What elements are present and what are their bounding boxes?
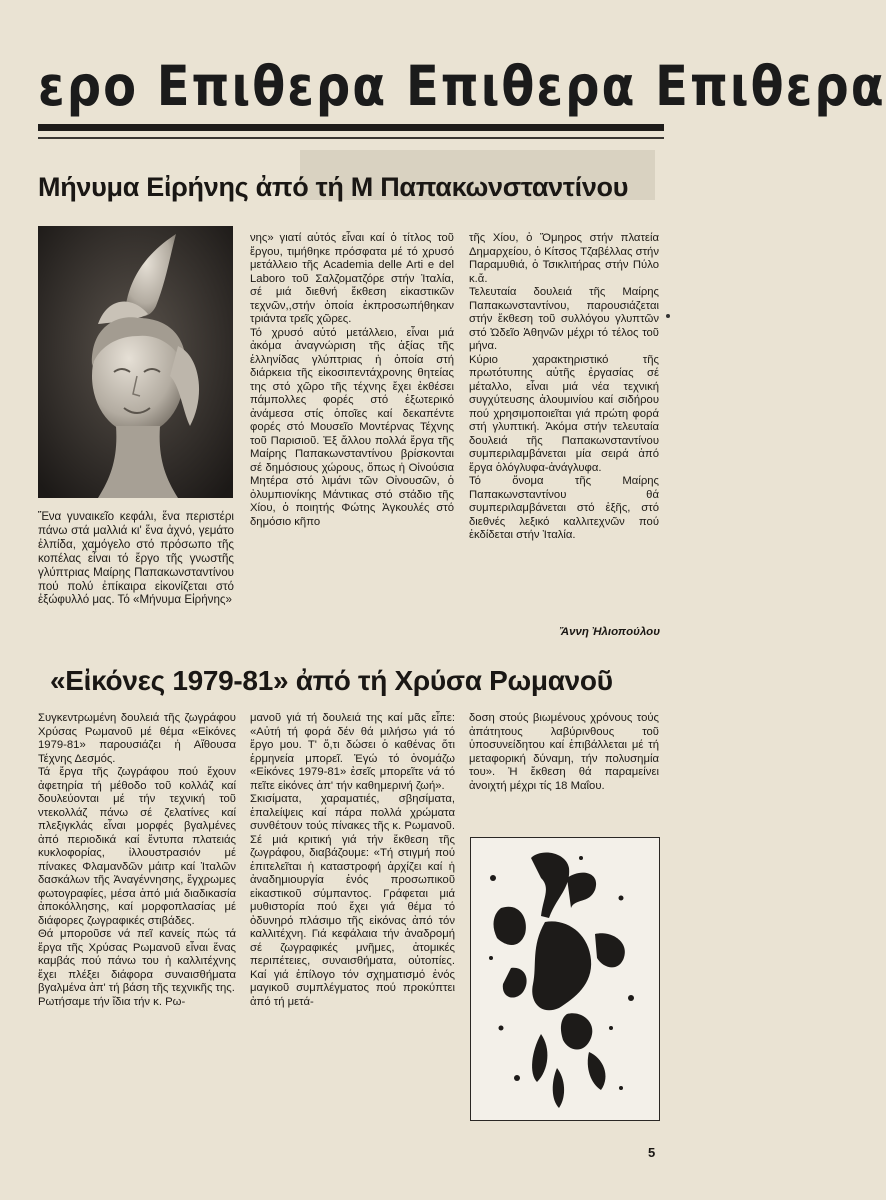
masthead-banner: ερο Επιθερα Επιθερα Επιθερα: [38, 54, 886, 119]
paragraph: δοση στούς βιωμένους χρόνους τούς ἀπάτητους λαβύρινθους τοῦ ὑποσυνείδητου καί ἐπιβάλλεται μέ τή μεταφορική δύναμη, τήν πολυσημία του». Ἡ ἔκθεση θά παραμείνει ἀνοιχτή μέχρι τίς 18 Μαΐου.: [469, 712, 659, 792]
masthead-rule-thick: [38, 124, 664, 131]
page-number: 5: [648, 1145, 656, 1160]
paragraph: μανοῦ γιά τή δουλειά της καί μᾶς εἶπε: «Αὐτή τή φορά δέν θά μιλήσω γιά τό ἔργο μου. Τ' ὅ,τι δώσει ὁ καθένας ὅτι ἑρμηνεία μπορεῖ. Ἐγώ τό ὀνομάζω «Εἰκόνες 1979-81» ἐσεῖς μπορεῖτε νά τό πεῖτε εἰκόνες ἀπ' τήν καθημερινή ζωή».: [250, 712, 455, 792]
paragraph: Τό χρυσό αὐτό μετάλλειο, εἶναι μιά ἀκόμα ἀναγνώριση τῆς ἀξίας τῆς ἑλληνίδας γλύπτριας ἡ ὁποία στή διάρκεια τῆς εἰκοσιπεντάχρονης θητείας της στό χῶρο τῆς τέχνης ἔχει ἐκθέσει πάμπολλες φορές στό ἐξωτερικό ἀνάμεσα στίς ὁποῖες καί δεκαπέντε φορές στό Μουσεῖο Μοντέρνας Τέχνης τοῦ Παρισιοῦ. Ἐξ ἄλλου πολλά ἔργα τῆς Μαίρης Παπακωνσταντίνου βρίσκονται σέ δημόσιους χώρους, ὅπως ἡ Οἰνούσια Μητέρα στό λιμάνι τῶν Οἰνουσῶν, ὁ ὀλυμπιονίκης Μάντικας στό στάδιο τῆς Χίου, ὁ ποιητής Φώτης Ἀγκουλές στό δημόσιο κῆπο: [250, 326, 454, 528]
sculpture-photo-icon: [38, 226, 233, 498]
article2-column-3: [469, 712, 659, 793]
article1-headline: Μήνυμα Εἰρήνης ἀπό τή Μ Παπακωνσταντίνου: [38, 172, 629, 202]
abstract-painting-icon: [471, 838, 659, 1120]
article2-column-2: [250, 712, 455, 1009]
paragraph: Ρωτήσαμε τήν ἴδια τήν κ. Ρω-: [38, 995, 186, 1008]
paragraph: Κύριο χαρακτηριστικό τῆς πρωτότυπης αὐτῆς ἐργασίας σέ μέταλλο, εἶναι μιά νέα τεχνική συγχύτευσης ἀλουμινίου καί σιδήρου πού χρησιμοποιεῖται γιά πρώτη φορά στή γλυπτική. Ἀκόμα στήν τελευταία δουλειά τῆς Παπακωνσταντίνου συμπεριλαμβάνεται μία σειρά ἀπό ἔργα ὁλόγλυφα-ἀνάγλυφα.: [469, 353, 659, 474]
article1-author: Ἄννη Ἠλιοπούλου: [559, 626, 660, 638]
article1-column-3: [469, 232, 659, 543]
article2-column-1: [38, 712, 236, 1009]
paragraph: Τό ὄνομα τῆς Μαίρης Παπακωνσταντίνου θά συμπεριλαμβάνεται στό ἑξῆς, στό διεθνές λεξικό καλλιτεχνῶν πού ἐκδίδεται στήν Ἰταλία.: [469, 475, 659, 541]
paragraph: Σκισίματα, χαραματιές, σβησίματα, ἐπαλείψεις καί πάρα πολλά χρώματα συνθέτουν τούς πίνακες τῆς κ. Ρωμανοῦ. Σέ μιά κριτική γιά τήν ἔκθεση τῆς ζωγράφου, διαβάζουμε: «Τή στιγμή πού ἐπιτελεῖται ἡ καταστροφή ἀρχίζει καί ἡ ἀναδημιουργία ἑνός προσωπικοῦ εἰκαστικοῦ σύμπαντος. Γράφεται μιά μυθιστορία πού ἔχει γιά θέμα τό ὀδυνηρό πλάσιμο τῆς εἰκόνας ἀπό τόν καλλιτέχνη. Γιά κεφάλαια τήν ἀναδρομή σέ ζωγραφικές μνῆμες, ἀτομικές περιπέτειες, συναισθήματα, οὐτοπίες. Καί γιά ἐπίλογο τόν σχηματισμό ἑνός μαγικοῦ συμπλέγματος πού προκύπτει ἀπό τή μετά-: [250, 793, 455, 1008]
article1-column-2: [250, 232, 454, 529]
paragraph: νης» γιατί αὐτός εἶναι καί ὁ τίτλος τοῦ ἔργου, τιμήθηκε πρόσφατα μέ τό χρυσό μετάλλειο τῆς Academia delle Arti e del Laboro τοῦ Σαλζοματζόρε στήν Ἰταλία, σέ μιά διεθνή ἔκθεση εἰκαστικῶν τεχνῶν,,στήν ὁποία ἐκπροσωπήθηκαν τριάντα τρεῖς χῶρες.: [250, 232, 454, 325]
abstract-painting: [470, 837, 660, 1121]
article2-headline: «Εἰκόνες 1979-81» ἀπό τή Χρύσα Ρωμανοῦ: [50, 665, 613, 696]
paragraph: τῆς Χίου, ὁ Ὅμηρος στήν πλατεία Δημαρχείου, ὁ Κίτσος Τζαβέλλας στήν Παραμυθιά, ὁ Τσικλιτήρας στήν Πύλο κ.ἄ.: [469, 232, 659, 285]
article1-caption: Ἕνα γυναικεῖο κεφάλι, ἕνα περιστέρι πάνω στά μαλλιά κι' ἕνα ἀχνό, γεμάτο ἐλπίδα, χαμόγελο στό πρόσωπο τῆς κοπέλας εἶναι τό ἔργο τῆς γνωστῆς γλύπτριας Μαίρης Παπακωνσταντίνου πού πολύ ἐπίκαιρα εἰκονίζεται στό ἐξώφυλλό μας. Τό «Μήνυμα Εἰρήνης»: [38, 510, 234, 607]
margin-dot: [666, 314, 670, 318]
sculpture-photo: [38, 226, 233, 498]
paragraph: Τελευταία δουλειά τῆς Μαίρης Παπακωνσταντίνου, παρουσιάζεται στήν ἔκθεση τοῦ συλλόγου γλυπτῶν στό Ὠδεῖο Ἀθηνῶν μέχρι τό τέλος τοῦ μήνα.: [469, 286, 659, 352]
paragraph: Θά μποροῦσε νά πεῖ κανείς πώς τά ἔργα τῆς Χρύσας Ρωμανοῦ εἶναι ἕνας καμβάς πού πάνω του ἡ καλλιτέχνης ἔχει πλέξει διάφορα συναισθήματα βγαλμένα ἀπ' τή βάση τῆς τεχνικῆς της.: [38, 928, 236, 994]
paragraph: Συγκεντρωμένη δουλειά τῆς ζωγράφου Χρύσας Ρωμανοῦ μέ θέμα «Εἰκόνες 1979-81» παρουσιάζει ἡ Αἴθουσα Τέχνης Δεσμός.: [38, 712, 236, 765]
masthead-rule-thin: [38, 137, 664, 139]
paragraph: Τά ἔργα τῆς ζωγράφου πού ἔχουν ἀφετηρία τή μέθοδο τοῦ κολλάζ καί δουλεύονται μέ τήν τεχνική τοῦ ντεκολλάζ πάνω σέ ζελατίνες καί πλεξιγκλάς εἶναι μορφές βγαλμένες ἀπό περιοδικά καί ἔντυπα πλατειάς κυκλοφορίας, ἰλλουστρασιόν μέ πίνακες Φλαμανδῶν μάιτρ καί Ἰταλῶν δασκάλων τῆς Ἀναγέννησης, ἔγχρωμες φωτογραφίες, μέσα ἀπό μιά διαδικασία ἀποκόλλησης, καί μορφοπλασίας μέ διάφορες ζωγραφικές στιβάδες.: [38, 766, 236, 927]
